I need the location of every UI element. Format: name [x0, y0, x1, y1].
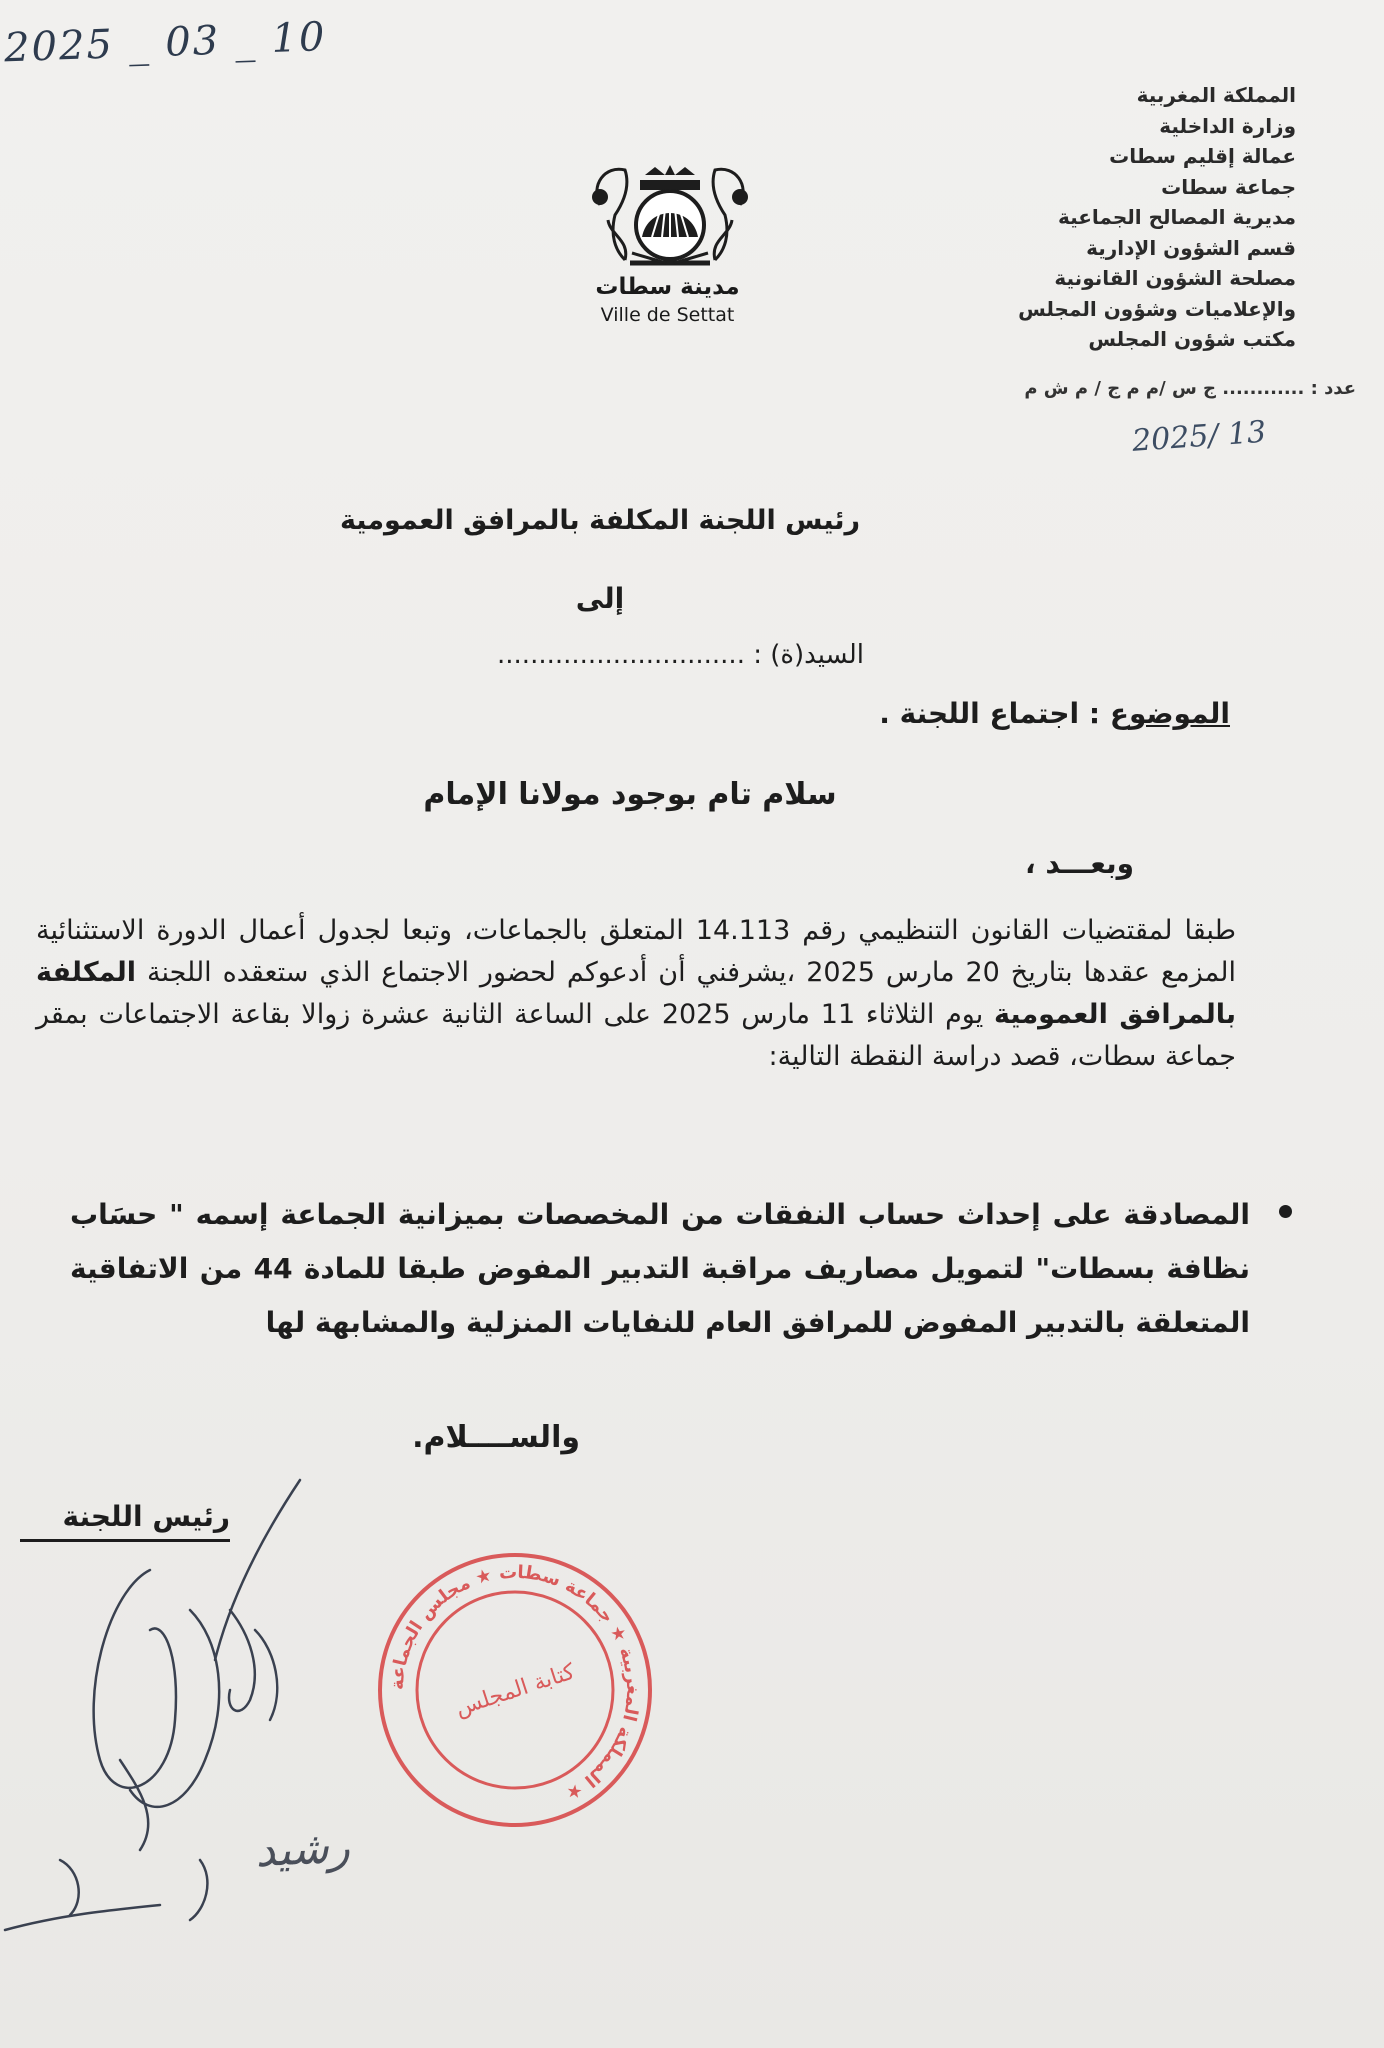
handwritten-signature	[0, 1460, 340, 2040]
transition-word: وبعـــد ،	[1025, 847, 1134, 880]
body-paragraph	[36, 910, 1236, 1078]
greeting: سلام تام بوجود مولانا الإمام	[423, 777, 837, 812]
reference-number: عدد : ............ ج س /م م ج / م ش م	[1024, 378, 1356, 399]
closing-salutation: والســــلام.	[412, 1420, 580, 1455]
addressee-line: السيد(ة) : ..............................	[497, 640, 864, 670]
letterhead-line: وزارة الداخلية	[1159, 113, 1296, 138]
sender-line: رئيس اللجنة المكلفة بالمرافق العمومية	[339, 505, 861, 536]
subject-line	[670, 697, 1230, 730]
logo-arabic-caption: مدينة سطات	[595, 274, 740, 300]
letterhead-line: المملكة المغربية	[1136, 83, 1296, 107]
signer-title: رئيس اللجنة	[20, 1500, 230, 1542]
handwritten-reference: 2025/ 13	[1130, 414, 1268, 459]
letterhead-line: والإعلاميات وشؤون المجلس	[1018, 296, 1296, 321]
subject-label: الموضوع	[1109, 697, 1230, 730]
official-stamp	[370, 1545, 660, 1835]
stamp-inner-text: كتابة المجلس	[452, 1659, 578, 1722]
subject-text: : اجتماع اللجنة .	[879, 697, 1110, 730]
agenda-item-text: المصادقة على إحداث حساب النفقات من المخصصات بميزانية الجماعة إسمه " حسَاب نظافة بسطات" لتمويل مصاريف مراقبة التدبير المفوض طبقا للمادة 44 من الاتفاقية المتعلقة بالتدبير المفوض للمرافق العام للنفايات المنزلية والمشابهة لها	[70, 1198, 1250, 1339]
letterhead-line: جماعة سطات	[1161, 174, 1296, 199]
body-text-part-2: يوم الثلاثاء 11 مارس 2025 على الساعة الثانية عشرة زوالا بقاعة الاجتماعات بمقر جماعة سطات، قصد دراسة النقطة التالية:	[36, 999, 1236, 1072]
stamp-outer-text: المملكة المغربية ★ جماعة سطات ★ مجلس الجماعة ★	[386, 1561, 644, 1805]
handwritten-date: 2025 _ 03 _ 10	[3, 14, 328, 72]
letterhead-line: مكتب شؤون المجلس	[1088, 327, 1296, 351]
letterhead	[936, 80, 1296, 355]
logo-french-caption: Ville de Settat	[600, 304, 735, 326]
committee-name: المكلفة بالمرافق العمومية	[36, 957, 1236, 1030]
letterhead-line: عمالة إقليم سطات	[1109, 144, 1296, 168]
signature-name: رشيد	[254, 1821, 352, 1878]
letterhead-line: مصلحة الشؤون القانونية	[1054, 266, 1296, 290]
letterhead-line: قسم الشؤون الإدارية	[1086, 235, 1296, 260]
to-word: إلى	[575, 582, 625, 615]
body-text-part-1: طبقا لمقتضيات القانون التنظيمي رقم 14.113 المتعلق بالجماعات، وتبعا لجدول أعمال الدورة الاستثنائية المزمع عقدها بتاريخ 20 مارس 2025 ،يشرفني أن أدعوكم لحضور الاجتماع الذي ستعقده اللجنة	[36, 915, 1237, 988]
letterhead-line: مديرية المصالح الجماعية	[1057, 205, 1296, 229]
bullet-icon	[1279, 1205, 1292, 1218]
